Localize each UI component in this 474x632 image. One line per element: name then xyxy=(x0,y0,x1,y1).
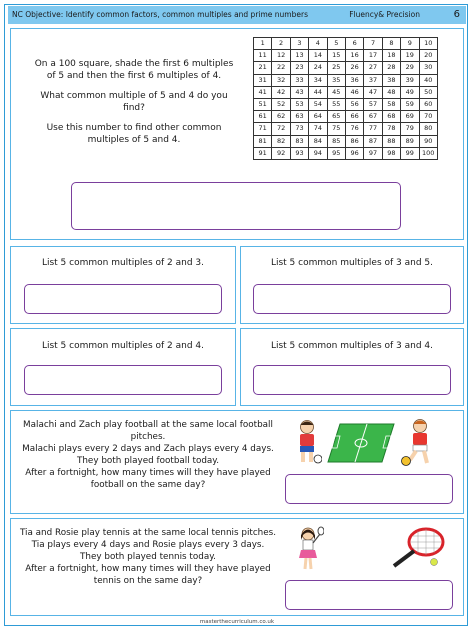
hundred-square-cell[interactable]: 68 xyxy=(382,111,400,123)
question-6-line: Malachi and Zach play football at the same local football xyxy=(23,420,273,430)
hundred-square-cell[interactable]: 56 xyxy=(345,98,363,110)
hundred-square-cell[interactable]: 17 xyxy=(364,50,382,62)
page-number: 6 xyxy=(453,9,460,20)
hundred-square-cell[interactable]: 70 xyxy=(419,111,437,123)
question-7-line: They both played tennis today. xyxy=(80,552,216,562)
page-header xyxy=(8,6,466,24)
hundred-square-cell[interactable]: 65 xyxy=(327,111,345,123)
answer-box-question-3[interactable] xyxy=(253,284,451,314)
hundred-square-cell[interactable]: 53 xyxy=(290,98,308,110)
hundred-square-cell[interactable]: 100 xyxy=(419,147,437,159)
hundred-square-cell[interactable]: 84 xyxy=(309,135,327,147)
hundred-square-cell[interactable]: 50 xyxy=(419,86,437,98)
question-1-line: What common multiple of 5 and 4 do you xyxy=(40,91,228,101)
hundred-square-cell[interactable]: 34 xyxy=(309,74,327,86)
hundred-square-cell[interactable]: 63 xyxy=(290,111,308,123)
hundred-square-cell[interactable]: 62 xyxy=(272,111,290,123)
nc-objective: NC Objective: Identify common factors, common multiples and prime numbers xyxy=(12,10,308,19)
hundred-square-cell[interactable]: 37 xyxy=(364,74,382,86)
hundred-square-cell[interactable]: 69 xyxy=(401,111,419,123)
hundred-square-cell[interactable]: 74 xyxy=(309,123,327,135)
hundred-square-cell[interactable]: 20 xyxy=(419,50,437,62)
question-6-line: football on the same day? xyxy=(90,480,206,490)
hundred-square-cell[interactable]: 77 xyxy=(364,123,382,135)
question-7-text xyxy=(12,527,284,587)
question-5-text: List 5 common multiples of 3 and 4. xyxy=(270,341,434,351)
hundred-square-cell[interactable]: 3 xyxy=(290,38,308,50)
hundred-square-cell[interactable]: 99 xyxy=(401,147,419,159)
hundred-square-cell[interactable]: 75 xyxy=(327,123,345,135)
hundred-square-cell[interactable]: 93 xyxy=(290,147,308,159)
hundred-square-cell[interactable]: 88 xyxy=(382,135,400,147)
hundred-square-row xyxy=(254,62,438,74)
hundred-square-cell[interactable]: 42 xyxy=(272,86,290,98)
hundred-square-cell[interactable]: 48 xyxy=(382,86,400,98)
hundred-square-cell[interactable]: 95 xyxy=(327,147,345,159)
hundred-square-row xyxy=(254,86,438,98)
hundred-square-cell[interactable]: 45 xyxy=(327,86,345,98)
hundred-square-row xyxy=(254,50,438,62)
question-6-line: Malachi plays every 2 days and Zach plays every 4 days. xyxy=(22,444,274,454)
tennis-girl-icon xyxy=(292,526,324,572)
hundred-square-cell[interactable]: 23 xyxy=(290,62,308,74)
hundred-square-cell[interactable]: 6 xyxy=(345,38,363,50)
hundred-square-cell[interactable]: 41 xyxy=(254,86,272,98)
hundred-square xyxy=(253,37,438,160)
hundred-square-cell[interactable]: 47 xyxy=(364,86,382,98)
hundred-square-cell[interactable]: 52 xyxy=(272,98,290,110)
hundred-square-cell[interactable]: 90 xyxy=(419,135,437,147)
hundred-square-cell[interactable]: 80 xyxy=(419,123,437,135)
question-7-line: tennis on the same day? xyxy=(93,576,203,586)
hundred-square-cell[interactable]: 54 xyxy=(309,98,327,110)
hundred-square-cell[interactable]: 32 xyxy=(272,74,290,86)
hundred-square-cell[interactable]: 72 xyxy=(272,123,290,135)
hundred-square-cell[interactable]: 28 xyxy=(382,62,400,74)
hundred-square-cell[interactable]: 57 xyxy=(364,98,382,110)
football-kicker-icon xyxy=(400,418,436,466)
hundred-square-cell[interactable]: 60 xyxy=(419,98,437,110)
hundred-square-row xyxy=(254,98,438,110)
question-6-line: After a fortnight, how many times will they have played xyxy=(25,468,271,478)
hundred-square-cell[interactable]: 12 xyxy=(272,50,290,62)
question-7-line: Tia plays every 4 days and Rosie plays every 3 days. xyxy=(31,540,265,550)
footer-credit: masterthecurriculum.co.uk xyxy=(199,619,275,625)
hundred-square-cell[interactable]: 91 xyxy=(254,147,272,159)
question-1-line: multiples of 5 and 4. xyxy=(87,135,181,145)
hundred-square-cell[interactable]: 40 xyxy=(419,74,437,86)
question-1-text xyxy=(30,58,238,146)
question-6-text xyxy=(12,419,284,491)
question-1-line: Use this number to find other common xyxy=(46,123,222,133)
question-6-line: They both played football today. xyxy=(76,456,220,466)
hundred-square-cell[interactable]: 61 xyxy=(254,111,272,123)
hundred-square-cell[interactable]: 1 xyxy=(254,38,272,50)
hundred-square-cell[interactable]: 81 xyxy=(254,135,272,147)
hundred-square-cell[interactable]: 89 xyxy=(401,135,419,147)
hundred-square-cell[interactable]: 8 xyxy=(382,38,400,50)
hundred-square-cell[interactable]: 39 xyxy=(401,74,419,86)
hundred-square-cell[interactable]: 82 xyxy=(272,135,290,147)
hundred-square-cell[interactable]: 19 xyxy=(401,50,419,62)
hundred-square-cell[interactable]: 27 xyxy=(364,62,382,74)
hundred-square-cell[interactable]: 85 xyxy=(327,135,345,147)
hundred-square-cell[interactable]: 22 xyxy=(272,62,290,74)
hundred-square-cell[interactable]: 9 xyxy=(401,38,419,50)
hundred-square-cell[interactable]: 31 xyxy=(254,74,272,86)
hundred-square-cell[interactable]: 49 xyxy=(401,86,419,98)
hundred-square-cell[interactable]: 30 xyxy=(419,62,437,74)
hundred-square-cell[interactable]: 25 xyxy=(327,62,345,74)
hundred-square-cell[interactable]: 7 xyxy=(364,38,382,50)
hundred-square-cell[interactable]: 86 xyxy=(345,135,363,147)
question-1-line: of 5 and then the first 6 multiples of 4. xyxy=(46,71,222,81)
hundred-square-cell[interactable]: 58 xyxy=(382,98,400,110)
football-pitch-icon xyxy=(326,420,396,466)
hundred-square-cell[interactable]: 83 xyxy=(290,135,308,147)
football-boy-icon xyxy=(292,418,322,466)
hundred-square-cell[interactable]: 44 xyxy=(309,86,327,98)
hundred-square-cell[interactable]: 66 xyxy=(345,111,363,123)
hundred-square-cell[interactable]: 55 xyxy=(327,98,345,110)
answer-box-question-7[interactable] xyxy=(285,580,453,610)
question-1-line: On a 100 square, shade the first 6 multiples xyxy=(34,59,234,69)
hundred-square-cell[interactable]: 59 xyxy=(401,98,419,110)
hundred-square-cell[interactable]: 5 xyxy=(327,38,345,50)
hundred-square-cell[interactable]: 73 xyxy=(290,123,308,135)
hundred-square-cell[interactable]: 76 xyxy=(345,123,363,135)
question-6-line: pitches. xyxy=(130,432,166,442)
question-1-line: find? xyxy=(123,103,145,113)
hundred-square-cell[interactable]: 38 xyxy=(382,74,400,86)
hundred-square-cell[interactable]: 26 xyxy=(345,62,363,74)
hundred-square-cell[interactable]: 67 xyxy=(364,111,382,123)
hundred-square-cell[interactable]: 36 xyxy=(345,74,363,86)
hundred-square-cell[interactable]: 29 xyxy=(401,62,419,74)
hundred-square-row xyxy=(254,123,438,135)
hundred-square-row xyxy=(254,147,438,159)
answer-box-question-4[interactable] xyxy=(24,365,222,395)
hundred-square-cell[interactable]: 78 xyxy=(382,123,400,135)
hundred-square-cell[interactable]: 14 xyxy=(309,50,327,62)
hundred-square-cell[interactable]: 98 xyxy=(382,147,400,159)
hundred-square-cell[interactable]: 21 xyxy=(254,62,272,74)
tennis-racket-icon xyxy=(388,524,448,570)
hundred-square-cell[interactable]: 64 xyxy=(309,111,327,123)
hundred-square-cell[interactable]: 11 xyxy=(254,50,272,62)
answer-box-question-2[interactable] xyxy=(24,284,222,314)
hundred-square-cell[interactable]: 33 xyxy=(290,74,308,86)
hundred-square-cell[interactable]: 15 xyxy=(327,50,345,62)
strand-label: Fluency& Precision xyxy=(349,10,420,19)
hundred-square-row xyxy=(254,74,438,86)
hundred-square-cell[interactable]: 35 xyxy=(327,74,345,86)
hundred-square-cell[interactable]: 16 xyxy=(345,50,363,62)
hundred-square-cell[interactable]: 79 xyxy=(401,123,419,135)
hundred-square-cell[interactable]: 4 xyxy=(309,38,327,50)
hundred-square-cell[interactable]: 46 xyxy=(345,86,363,98)
question-3-text: List 5 common multiples of 3 and 5. xyxy=(270,258,434,268)
answer-box-question-1[interactable] xyxy=(71,182,401,230)
hundred-square-cell[interactable]: 2 xyxy=(272,38,290,50)
hundred-square-cell[interactable]: 24 xyxy=(309,62,327,74)
hundred-square-cell[interactable]: 87 xyxy=(364,135,382,147)
hundred-square-cell[interactable]: 94 xyxy=(309,147,327,159)
answer-box-question-5[interactable] xyxy=(253,365,451,395)
hundred-square-cell[interactable]: 43 xyxy=(290,86,308,98)
question-2-text: List 5 common multiples of 2 and 3. xyxy=(41,258,205,268)
hundred-square-cell[interactable]: 96 xyxy=(345,147,363,159)
answer-box-question-6[interactable] xyxy=(285,474,453,504)
hundred-square-cell[interactable]: 92 xyxy=(272,147,290,159)
hundred-square-cell[interactable]: 18 xyxy=(382,50,400,62)
question-7-line: Tia and Rosie play tennis at the same local tennis pitches. xyxy=(19,528,277,538)
hundred-square-cell[interactable]: 97 xyxy=(364,147,382,159)
hundred-square-row xyxy=(254,111,438,123)
hundred-square-cell[interactable]: 13 xyxy=(290,50,308,62)
hundred-square-cell[interactable]: 71 xyxy=(254,123,272,135)
question-4-text: List 5 common multiples of 2 and 4. xyxy=(41,341,205,351)
hundred-square-row xyxy=(254,38,438,50)
hundred-square-cell[interactable]: 10 xyxy=(419,38,437,50)
question-7-line: After a fortnight, how many times will they have played xyxy=(25,564,271,574)
hundred-square-cell[interactable]: 51 xyxy=(254,98,272,110)
hundred-square-row xyxy=(254,135,438,147)
